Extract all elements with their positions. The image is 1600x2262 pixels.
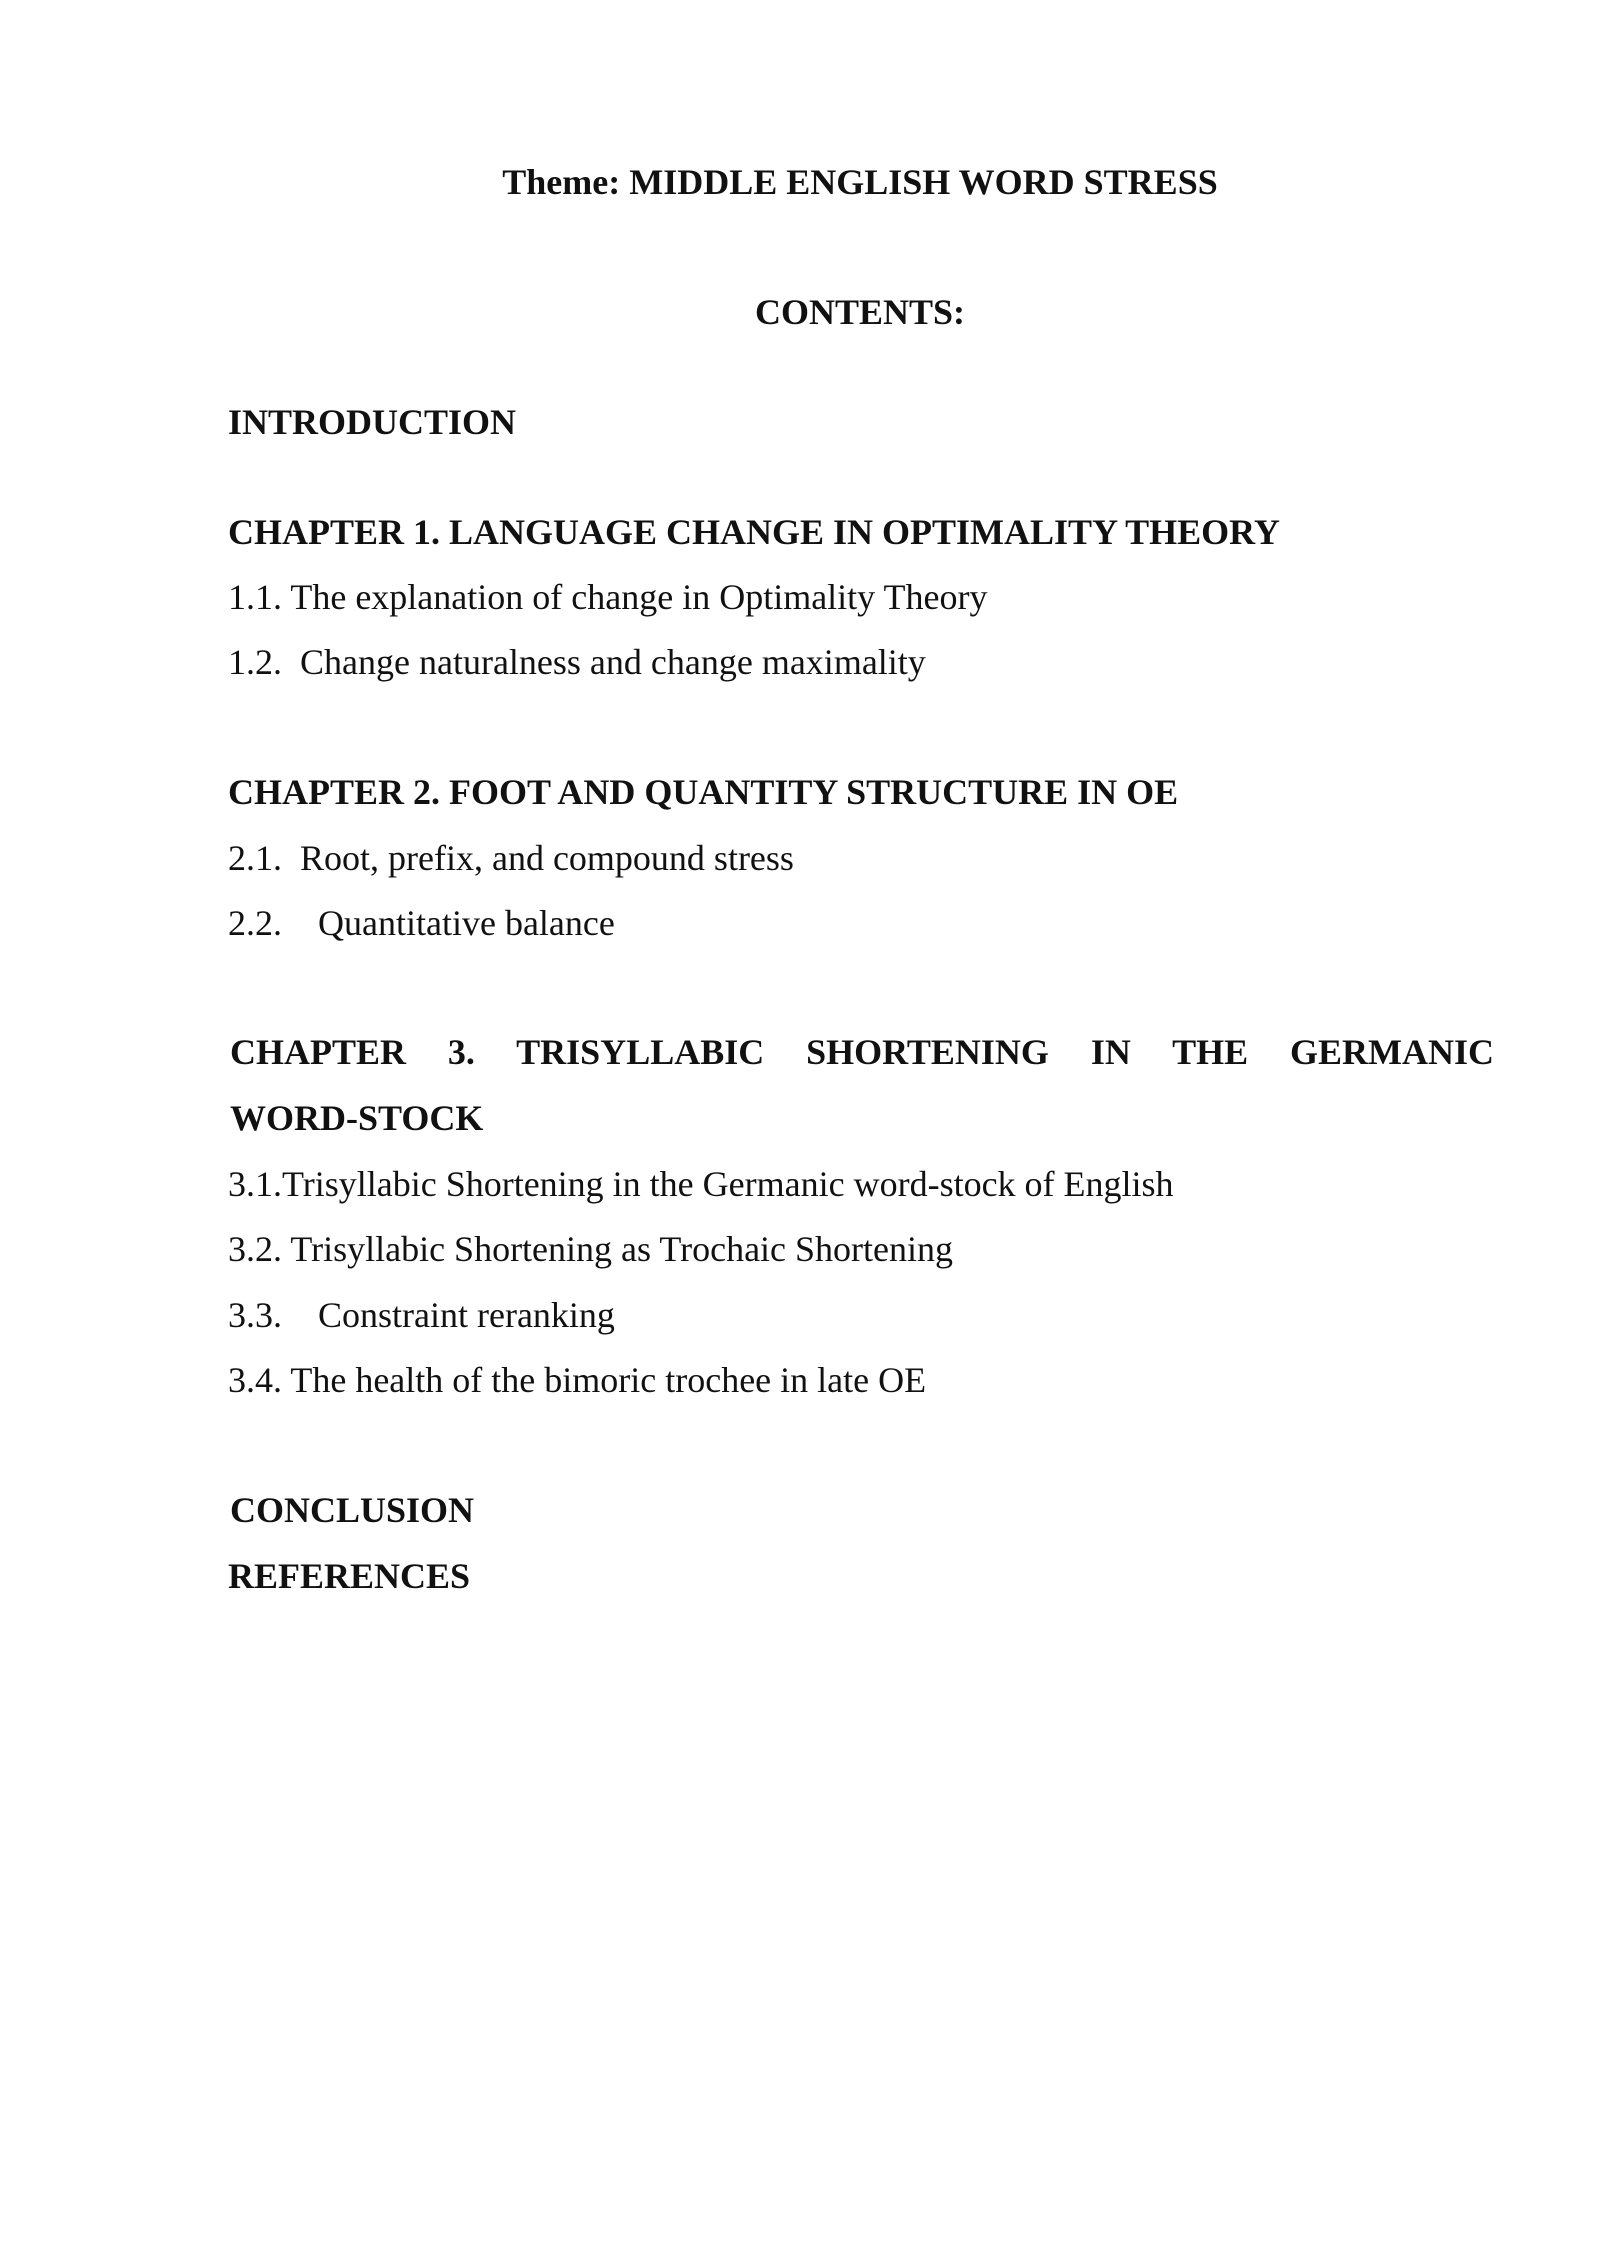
toc-item-number: 2.2. [228,903,282,943]
toc-item-number: 3.1. [228,1164,282,1204]
toc-item-number: 3.3. [228,1295,282,1335]
contents-heading: CONTENTS: [754,292,966,332]
toc-introduction: INTRODUCTION [228,402,517,442]
toc-item-3-2 [228,1227,953,1271]
toc-chapter-3-line-2: WORD-STOCK [230,1098,484,1138]
toc-item-3-3 [228,1293,615,1337]
toc-item-text: Quantitative balance [318,903,615,943]
toc-item-1-1 [228,575,988,619]
toc-item-number: 2.1. [228,838,282,878]
toc-chapter-1: CHAPTER 1. LANGUAGE CHANGE IN OPTIMALITY THEORY [228,512,1280,552]
toc-item-number: 3.4. [228,1360,282,1400]
toc-item-3-4 [228,1358,926,1402]
toc-item-2-1 [228,836,794,880]
toc-item-number: 1.1. [228,577,282,617]
toc-item-text: Constraint reranking [318,1295,615,1335]
toc-references: REFERENCES [228,1556,471,1596]
toc-item-number: 3.2. [228,1229,282,1269]
toc-item-text: The explanation of change in Optimality Theory [290,577,988,617]
toc-chapter-3-line-1: CHAPTER 3. TRISYLLABIC SHORTENING IN THE GERMANIC [230,1032,1494,1072]
theme-title: Theme: MIDDLE ENGLISH WORD STRESS [502,162,1218,202]
toc-item-number: 1.2. [228,642,282,682]
toc-item-text: The health of the bimoric trochee in late OE [290,1360,927,1400]
toc-conclusion: CONCLUSION [230,1490,475,1530]
toc-item-text: Change naturalness and change maximality [300,642,926,682]
toc-item-2-2 [228,901,615,945]
toc-item-text: Trisyllabic Shortening in the Germanic word-stock of English [282,1164,1174,1204]
toc-item-text: Root, prefix, and compound stress [300,838,794,878]
toc-chapter-2: CHAPTER 2. FOOT AND QUANTITY STRUCTURE IN OE [228,772,1179,812]
toc-item-1-2 [228,640,926,684]
toc-item-text: Trisyllabic Shortening as Trochaic Shortening [290,1229,954,1269]
toc-item-3-1 [228,1162,1174,1206]
